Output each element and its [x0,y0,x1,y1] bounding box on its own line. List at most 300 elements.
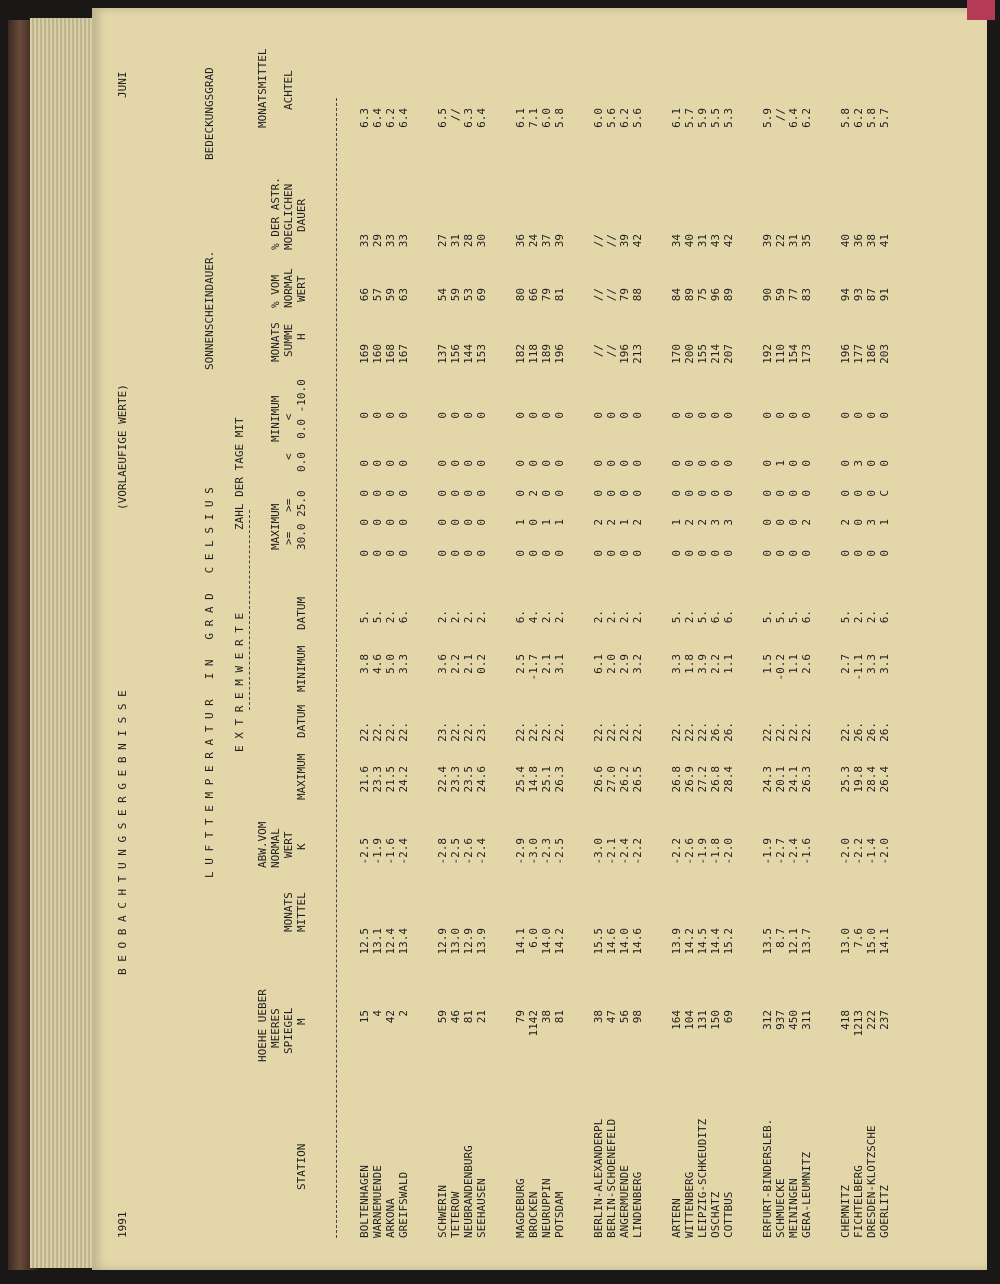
cell-sun-pct-astr: 42 [722,234,735,248]
cell-maximum: 25.3 [839,766,852,793]
cell-max-date: 22. [397,722,410,742]
cell-min-date: 5. [670,610,683,624]
cell-cloud-mean: 5.8 [553,108,566,128]
cell-deviation: -2.4 [475,838,488,865]
cell-maximum: 22.4 [436,766,449,793]
col-height-4: M [295,1018,308,1025]
cell-station: WARNEMUENDE [371,1165,384,1238]
cell-days-max25: 0 [384,519,397,526]
cell-sun-pct-astr: // [592,234,605,248]
cell-maximum: 25.1 [540,766,553,793]
cell-maximum: 26.3 [800,766,813,793]
cell-days-min-10: 0 [709,412,722,419]
cell-days-min0-b: 0 [462,460,475,467]
cell-min-date: 5. [787,610,800,624]
cell-height: 1142 [527,1010,540,1037]
cell-days-max30: 0 [722,550,735,557]
col-datum-1: DATUM [295,704,308,738]
cell-station: BROCKEN [527,1191,540,1238]
table-row [358,10,371,1250]
extremes-underline [249,510,250,710]
cell-days-min0-a: 0 [605,490,618,497]
cell-sun-pct-astr: 29 [371,234,384,248]
cell-max-date: 22. [553,722,566,742]
cell-days-max25: 2 [592,519,605,526]
cell-min-date: 2. [605,610,618,624]
cell-cloud-mean: 6.1 [514,108,527,128]
cell-height: 56 [618,1010,631,1024]
cell-days-min0-b: 0 [475,460,488,467]
cell-min-date: 6. [722,610,735,624]
cell-deviation: -2.4 [397,838,410,865]
cell-minimum: 2.1 [540,654,553,674]
cell-days-min0-b: 0 [540,460,553,467]
cell-days-min0-b: 0 [839,460,852,467]
cell-days-min0-a: 0 [696,490,709,497]
cell-deviation: -2.5 [553,838,566,865]
cell-monthly-mean: 13.9 [475,928,488,955]
cell-station: BOLTENHAGEN [358,1165,371,1238]
cell-monthly-mean: 14.1 [878,928,891,955]
cell-days-min-10: 0 [631,412,644,419]
col-max-thr: 30.0 25.0 [295,490,308,550]
cell-days-min0-a: 0 [371,490,384,497]
cell-deviation: -2.9 [514,838,527,865]
cell-sun-sum: 177 [852,344,865,364]
table-row [696,10,709,1250]
cell-days-min-10: 0 [618,412,631,419]
cell-height: 69 [722,1010,735,1024]
cell-station: BERLIN-SCHOENEFELD [605,1118,618,1238]
cell-maximum: 26.9 [683,766,696,793]
cell-max-date: 22. [449,722,462,742]
cell-max-date: 26. [878,722,891,742]
cell-days-min0-b: 0 [618,460,631,467]
cell-min-date: 2. [618,610,631,624]
cell-minimum: 2.0 [605,654,618,674]
table-row [631,10,644,1250]
cloud-header: BEDECKUNGSGRAD [203,67,216,160]
cell-max-date: 22. [631,722,644,742]
cell-days-max25: 2 [800,519,813,526]
col-cloud-1: MONATSMITTEL [256,48,269,128]
cell-max-date: 22. [618,722,631,742]
cell-deviation: -2.7 [774,838,787,865]
cell-days-min-10: 0 [839,412,852,419]
cell-days-min0-a: 0 [514,490,527,497]
cell-max-date: 22. [800,722,813,742]
cell-days-max30: 0 [878,550,891,557]
cell-cloud-mean: 7.1 [527,108,540,128]
cell-minimum: 3.9 [696,654,709,674]
cell-sun-sum: 214 [709,344,722,364]
cell-days-min-10: 0 [553,412,566,419]
cell-sun-pct-normal: 91 [878,288,891,302]
cell-days-max25: 0 [527,519,540,526]
col-sun-sum-1: MONATS [269,322,282,362]
cell-max-date: 23. [436,722,449,742]
cell-maximum: 23.5 [462,766,475,793]
cell-days-min0-b: 0 [709,460,722,467]
cell-monthly-mean: 13.7 [800,928,813,955]
cell-deviation: -2.1 [605,838,618,865]
col-dev-3: WERT [282,831,295,858]
cell-sun-pct-normal: 96 [709,288,722,302]
table-row [514,10,527,1250]
cell-days-min0-a: 0 [540,490,553,497]
cell-height: 104 [683,1010,696,1030]
cell-days-min0-a: 0 [475,490,488,497]
cell-maximum: 21.5 [384,766,397,793]
cell-max-date: 26. [865,722,878,742]
table-row [592,10,605,1250]
cell-days-min0-a: 0 [384,490,397,497]
cell-monthly-mean: 12.4 [384,928,397,955]
cell-cloud-mean: 5.9 [696,108,709,128]
cell-days-min0-b: 0 [865,460,878,467]
cell-sun-pct-normal: 84 [670,288,683,302]
col-mean-1: MONATS [282,892,295,932]
cell-maximum: 24.3 [761,766,774,793]
cell-sun-sum: 144 [462,344,475,364]
cell-height: 450 [787,1010,800,1030]
cell-station: SEEHAUSEN [475,1178,488,1238]
cell-days-min-10: 0 [540,412,553,419]
cell-minimum: 3.3 [670,654,683,674]
cell-sun-pct-astr: 41 [878,234,891,248]
cell-height: 15 [358,1010,371,1024]
provisional-note: (VORLAEUFIGE WERTE) [116,384,129,510]
cell-sun-sum: 154 [787,344,800,364]
col-pct-astr-1: % DER ASTR. [269,177,282,250]
cell-min-date: 5. [696,610,709,624]
table-row [540,10,553,1250]
cell-cloud-mean: 6.5 [436,108,449,128]
cell-days-max25: 0 [397,519,410,526]
cell-days-min0-a: 0 [839,490,852,497]
col-height-3: SPIEGEL [282,1007,295,1054]
cell-monthly-mean: 14.4 [709,928,722,955]
cell-monthly-mean: 13.1 [371,928,384,955]
cell-days-max30: 0 [670,550,683,557]
cell-minimum: 2.7 [839,654,852,674]
cell-sun-pct-astr: 30 [475,234,488,248]
cell-sun-pct-normal: 69 [475,288,488,302]
cell-minimum: 3.3 [397,654,410,674]
cell-days-max25: 1 [618,519,631,526]
cell-sun-sum: 155 [696,344,709,364]
cell-deviation: -2.8 [436,838,449,865]
cell-sun-pct-normal: 75 [696,288,709,302]
cell-days-min-10: 0 [358,412,371,419]
col-maximum: MAXIMUM [295,753,308,800]
cell-days-min0-a: 0 [787,490,800,497]
cell-days-min0-b: 1 [774,460,787,467]
cell-max-date: 22. [774,722,787,742]
cell-minimum: 0.2 [475,654,488,674]
cell-sun-pct-astr: 39 [618,234,631,248]
cell-days-max25: 2 [631,519,644,526]
cell-days-min0-a: 0 [592,490,605,497]
cell-sun-pct-astr: 39 [553,234,566,248]
cell-sun-pct-normal: 79 [618,288,631,302]
cell-maximum: 26.8 [670,766,683,793]
cell-min-date: 6. [397,610,410,624]
cell-min-date: 2. [384,610,397,624]
cell-max-date: 22. [839,722,852,742]
cell-days-min0-b: 3 [852,460,865,467]
cell-station: SCHWERIN [436,1185,449,1238]
cell-sun-pct-normal: 57 [371,288,384,302]
cell-station: ARKONA [384,1198,397,1238]
col-pct-norm-1: % VOM [269,274,282,308]
cell-sun-sum: 156 [449,344,462,364]
cell-days-min0-b: 0 [722,460,735,467]
col-max-label: MAXIMUM [269,503,282,550]
cell-days-min0-b: 0 [527,460,540,467]
cell-days-max30: 0 [696,550,709,557]
cell-sun-pct-astr: 31 [449,234,462,248]
cell-min-date: 2. [683,610,696,624]
cell-max-date: 22. [514,722,527,742]
cell-maximum: 26.5 [631,766,644,793]
cell-deviation: -2.0 [839,838,852,865]
cell-sun-pct-normal: 63 [397,288,410,302]
cell-cloud-mean: 6.2 [800,108,813,128]
cell-days-max25: 3 [709,519,722,526]
cell-days-max25: 0 [436,519,449,526]
cell-days-min0-a: 0 [449,490,462,497]
cell-deviation: -2.5 [358,838,371,865]
cell-maximum: 28.4 [722,766,735,793]
cell-sun-pct-normal: 89 [683,288,696,302]
cell-monthly-mean: 12.5 [358,928,371,955]
cell-days-min0-b: 0 [397,460,410,467]
cell-min-date: 5. [774,610,787,624]
cell-max-date: 22. [670,722,683,742]
col-min-cond: < < [282,413,295,460]
col-minimum: MINIMUM [295,645,308,692]
cell-monthly-mean: 15.5 [592,928,605,955]
cell-minimum: 2.2 [449,654,462,674]
cell-cloud-mean: // [774,108,787,122]
cell-station: OSCHATZ [709,1191,722,1238]
cell-days-max30: 0 [527,550,540,557]
cell-height: 164 [670,1010,683,1030]
cell-min-date: 2. [436,610,449,624]
cell-height: 418 [839,1010,852,1030]
cell-deviation: -3.0 [592,838,605,865]
cell-sun-pct-normal: 77 [787,288,800,302]
table-row [761,10,774,1250]
cell-monthly-mean: 7.6 [852,928,865,948]
cell-days-min0-b: 0 [436,460,449,467]
cell-min-date: 2. [631,610,644,624]
table-row [774,10,787,1250]
cell-days-max25: 0 [852,519,865,526]
cell-cloud-mean: 6.0 [592,108,605,128]
table-row [605,10,618,1250]
cell-minimum: 2.2 [709,654,722,674]
cell-min-date: 5. [371,610,384,624]
cell-sun-pct-astr: 35 [800,234,813,248]
cell-min-date: 2. [449,610,462,624]
cell-deviation: -1.6 [384,838,397,865]
rotated-table [108,10,968,1250]
cell-max-date: 22. [683,722,696,742]
cell-days-min-10: 0 [605,412,618,419]
cell-deviation: -1.9 [371,838,384,865]
cell-deviation: -1.8 [709,838,722,865]
extremes-header: E X T R E M W E R T E [233,612,246,752]
cell-sun-sum: 118 [527,344,540,364]
cell-days-min0-a: 0 [865,490,878,497]
cell-deviation: -1.6 [800,838,813,865]
cell-cloud-mean: 5.6 [631,108,644,128]
cell-station: GREIFSWALD [397,1171,410,1238]
cell-cloud-mean: 6.4 [371,108,384,128]
cell-minimum: 3.3 [865,654,878,674]
cell-height: 47 [605,1010,618,1024]
cell-minimum: 4.6 [371,654,384,674]
cell-monthly-mean: 12.1 [787,928,800,955]
cell-min-date: 4. [527,610,540,624]
cell-cloud-mean: // [449,108,462,122]
cell-cloud-mean: 6.0 [540,108,553,128]
cell-days-min0-a: 0 [800,490,813,497]
cell-min-date: 6. [800,610,813,624]
col-min-thr: 0.0 0.0 -10.0 [295,379,308,472]
cell-deviation: -1.4 [865,838,878,865]
cell-sun-pct-astr: 36 [852,234,865,248]
cell-maximum: 23.3 [371,766,384,793]
cell-minimum: 1.8 [683,654,696,674]
cell-sun-sum: 196 [839,344,852,364]
cell-max-date: 22. [592,722,605,742]
col-station: STATION [295,1143,308,1190]
cell-maximum: 28.4 [865,766,878,793]
cell-min-date: 6. [709,610,722,624]
cell-days-min0-a: 0 [358,490,371,497]
cell-height: 46 [449,1010,462,1024]
cell-sun-sum: 203 [878,344,891,364]
cell-days-max25: 0 [449,519,462,526]
cell-min-date: 2. [852,610,865,624]
cell-minimum: 3.6 [436,654,449,674]
cell-monthly-mean: 12.9 [436,928,449,955]
cell-cloud-mean: 5.5 [709,108,722,128]
cell-monthly-mean: 15.2 [722,928,735,955]
cell-sun-pct-normal: 89 [722,288,735,302]
cell-monthly-mean: 13.9 [670,928,683,955]
cell-days-min-10: 0 [670,412,683,419]
cell-days-max30: 0 [865,550,878,557]
cell-maximum: 26.2 [618,766,631,793]
table-row [852,10,865,1250]
cell-station: GERA-LEUMNITZ [800,1151,813,1238]
table-row [722,10,735,1250]
cell-cloud-mean: 6.4 [787,108,800,128]
cell-days-max30: 0 [709,550,722,557]
cell-days-min0-a: 0 [397,490,410,497]
cell-min-date: 5. [839,610,852,624]
cell-days-max25: 1 [514,519,527,526]
cell-days-min0-b: 0 [358,460,371,467]
cell-sun-pct-astr: 31 [696,234,709,248]
cell-station: LINDENBERG [631,1171,644,1238]
cell-cloud-mean: 6.2 [618,108,631,128]
cell-days-min0-a: 0 [774,490,787,497]
cell-maximum: 25.4 [514,766,527,793]
cell-days-min-10: 0 [462,412,475,419]
cell-cloud-mean: 6.1 [670,108,683,128]
table-row [865,10,878,1250]
cell-max-date: 22. [696,722,709,742]
cell-days-min0-b: 0 [449,460,462,467]
col-sun-sum-2: SUMME [282,323,295,357]
cell-sun-pct-astr: 37 [540,234,553,248]
year: 1991 [116,1211,129,1238]
cell-sun-pct-astr: 27 [436,234,449,248]
cell-sun-pct-normal: 66 [527,288,540,302]
cell-days-min0-a: 0 [709,490,722,497]
cell-deviation: -2.2 [631,838,644,865]
cell-sun-pct-astr: 31 [787,234,800,248]
cell-days-min-10: 0 [527,412,540,419]
cell-maximum: 21.6 [358,766,371,793]
cell-height: 38 [540,1010,553,1024]
cell-days-min-10: 0 [449,412,462,419]
cell-min-date: 5. [358,610,371,624]
cell-days-max25: 2 [683,519,696,526]
cell-sun-pct-normal: 66 [358,288,371,302]
cell-sun-pct-normal: 59 [774,288,787,302]
cell-sun-pct-astr: 22 [774,234,787,248]
cell-cloud-mean: 5.7 [878,108,891,128]
col-height-2: MEERES [269,1008,282,1048]
cell-minimum: 3.1 [878,654,891,674]
cell-cloud-mean: 6.3 [462,108,475,128]
cell-cloud-mean: 5.6 [605,108,618,128]
cell-days-max30: 0 [540,550,553,557]
cell-sun-sum: 160 [371,344,384,364]
cell-days-min0-b: 0 [553,460,566,467]
cell-maximum: 26.6 [592,766,605,793]
cell-sun-pct-astr: 40 [683,234,696,248]
cell-height: 150 [709,1010,722,1030]
cell-height: 38 [592,1010,605,1024]
cell-height: 2 [397,1010,410,1017]
cell-station: COTTBUS [722,1191,735,1238]
cell-sun-sum: 168 [384,344,397,364]
cell-sun-sum: 170 [670,344,683,364]
col-sun-sum-3: H [295,333,308,340]
cell-max-date: 22. [605,722,618,742]
cell-deviation: -2.0 [722,838,735,865]
cell-deviation: -2.0 [878,838,891,865]
cell-min-date: 2. [540,610,553,624]
cell-days-max30: 0 [605,550,618,557]
cell-sun-pct-astr: 33 [384,234,397,248]
cell-days-max25: 0 [462,519,475,526]
cell-min-date: 2. [462,610,475,624]
cell-deviation: -2.6 [462,838,475,865]
cell-sun-pct-astr: 36 [514,234,527,248]
cell-monthly-mean: 13.5 [761,928,774,955]
cell-days-min-10: 0 [852,412,865,419]
cell-days-min-10: 0 [371,412,384,419]
cell-monthly-mean: 14.1 [514,928,527,955]
